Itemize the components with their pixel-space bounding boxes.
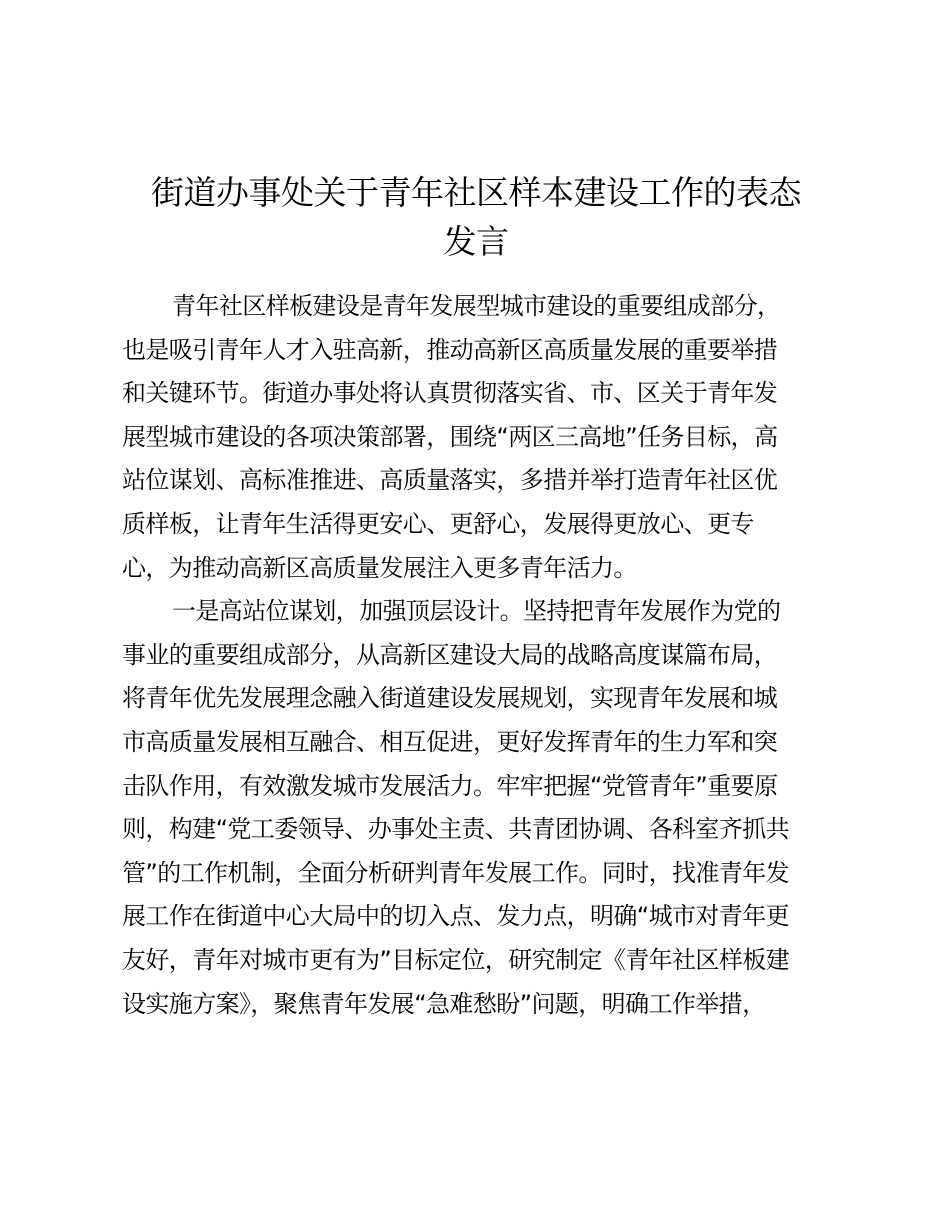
title-line: 街道办事处关于青年社区样本建设工作的表态	[151, 173, 801, 212]
paragraph-line: 站位谋划、高标准推进、高质量落实，多措并举打造青年社区优	[122, 466, 778, 495]
paragraph-line: 友好，青年对城市更有为”目标定位，研究制定《青年社区样板建	[122, 945, 790, 974]
paragraph-intro	[122, 285, 837, 590]
paragraph-line: 和关键环节。街道办事处将认真贯彻落实省、市、区关于青年发	[122, 379, 778, 408]
paragraph-line: 管”的工作机制，全面分析研判青年发展工作。同时，找准青年发	[122, 858, 790, 887]
paragraph-line: 质样板，让青年生活得更安心、更舒心，发展得更放心、更专	[122, 509, 754, 538]
paragraph-line: 也是吸引青年人才入驻高新，推动高新区高质量发展的重要举措	[122, 335, 778, 364]
paragraph-line: 市高质量发展相互融合、相互促进，更好发挥青年的生力军和突	[122, 727, 778, 756]
title-line: 发言	[443, 222, 509, 261]
paragraph-line: 则，构建“党工委领导、办事处主责、共青团协调、各科室齐抓共	[122, 815, 790, 844]
document-title	[120, 168, 832, 266]
paragraph-line: 青年社区样板建设是青年发展型城市建设的重要组成部分，	[172, 292, 781, 320]
paragraph-line: 将青年优先发展理念融入街道建设发展规划，实现青年发展和城	[122, 684, 778, 713]
paragraph-line: 一是高站位谋划，加强顶层设计。坚持把青年发展作为党的	[172, 597, 781, 626]
paragraph-line: 设实施方案》，聚焦青年发展“急难愁盼”问题，明确工作举措，	[122, 989, 766, 1018]
paragraph-line: 事业的重要组成部分，从高新区建设大局的战略高度谋篇布局，	[122, 640, 778, 669]
paragraph-line: 展型城市建设的各项决策部署，围绕“两区三高地”任务目标，高	[122, 422, 778, 451]
paragraph-line: 展工作在街道中心大局中的切入点、发力点，明确“城市对青年更	[122, 902, 790, 931]
paragraph-line: 击队作用，有效激发城市发展活力。牢牢把握“党管青年”重要原	[122, 771, 778, 800]
document-body	[122, 285, 837, 1026]
paragraph-point-one	[122, 590, 837, 1026]
paragraph-line: 心，为推动高新区高质量发展注入更多青年活力。	[122, 553, 637, 582]
